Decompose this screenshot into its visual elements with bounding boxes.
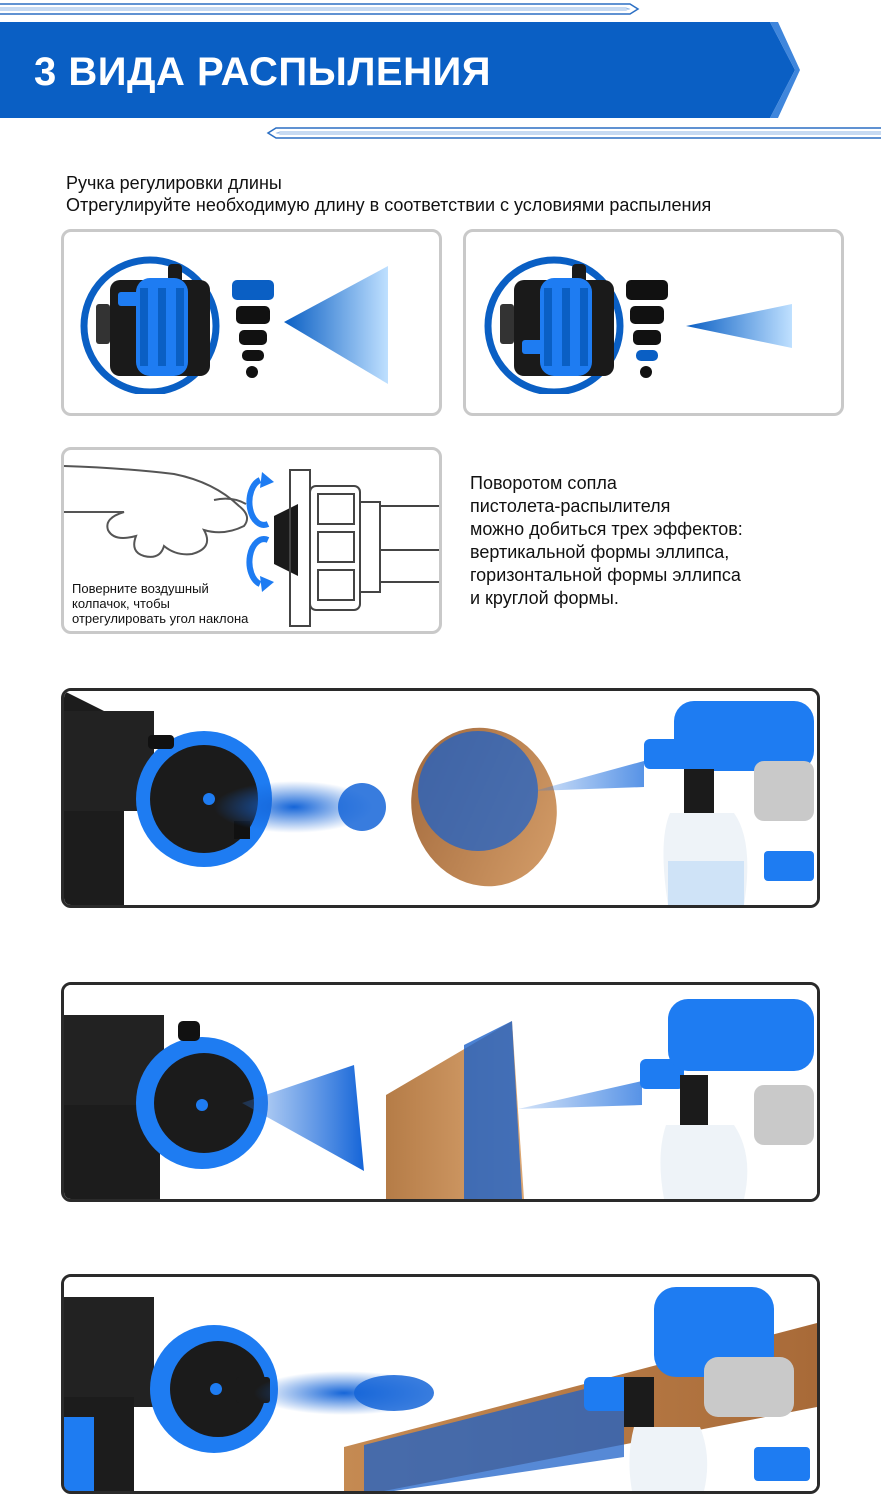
length-panel-wide (61, 229, 442, 416)
desc-line-1: Поворотом сопла (470, 473, 617, 493)
rotate-caption-line-3: отрегулировать угол наклона (72, 611, 249, 626)
desc-line-3: можно добиться трех эффектов: (470, 519, 743, 539)
round-spray-scene (64, 691, 817, 905)
spray-cone-icon (282, 264, 390, 388)
intro-line-1: Ручка регулировки длины (66, 173, 282, 193)
intro-text (66, 172, 711, 216)
effects-description (470, 472, 743, 610)
length-panel-narrow (463, 229, 844, 416)
length-bars-icon (230, 280, 276, 380)
desc-line-4: вертикальной формы эллипса, (470, 542, 730, 562)
intro-line-2: Отрегулируйте необходимую длину в соответствии с условиями распыления (66, 195, 712, 215)
rotate-caption (72, 581, 248, 626)
spray-gun-outline (274, 462, 442, 632)
vertical-spray-scene (64, 985, 817, 1199)
nozzle-knob-icon (78, 254, 228, 394)
top-decor-lines (0, 0, 881, 20)
photo-round-spray (61, 688, 820, 908)
rotate-caption-line-1: Поверните воздушный (72, 581, 209, 596)
length-bars-icon (624, 280, 670, 380)
rotate-caption-line-2: колпачок, чтобы (72, 596, 170, 611)
banner-decor-lines (260, 124, 881, 144)
spray-cone-icon (684, 300, 794, 352)
hand-icon (64, 456, 264, 566)
photo-horizontal-spray (61, 1274, 820, 1494)
desc-line-5: горизонтальной формы эллипса (470, 565, 741, 585)
page-title: 3 ВИДА РАСПЫЛЕНИЯ (34, 50, 491, 94)
photo-vertical-spray (61, 982, 820, 1202)
desc-line-6: и круглой формы. (470, 588, 619, 608)
desc-line-2: пистолета-распылителя (470, 496, 671, 516)
nozzle-knob-icon (482, 254, 632, 394)
rotate-cap-panel (61, 447, 442, 634)
horizontal-spray-scene (64, 1277, 817, 1491)
